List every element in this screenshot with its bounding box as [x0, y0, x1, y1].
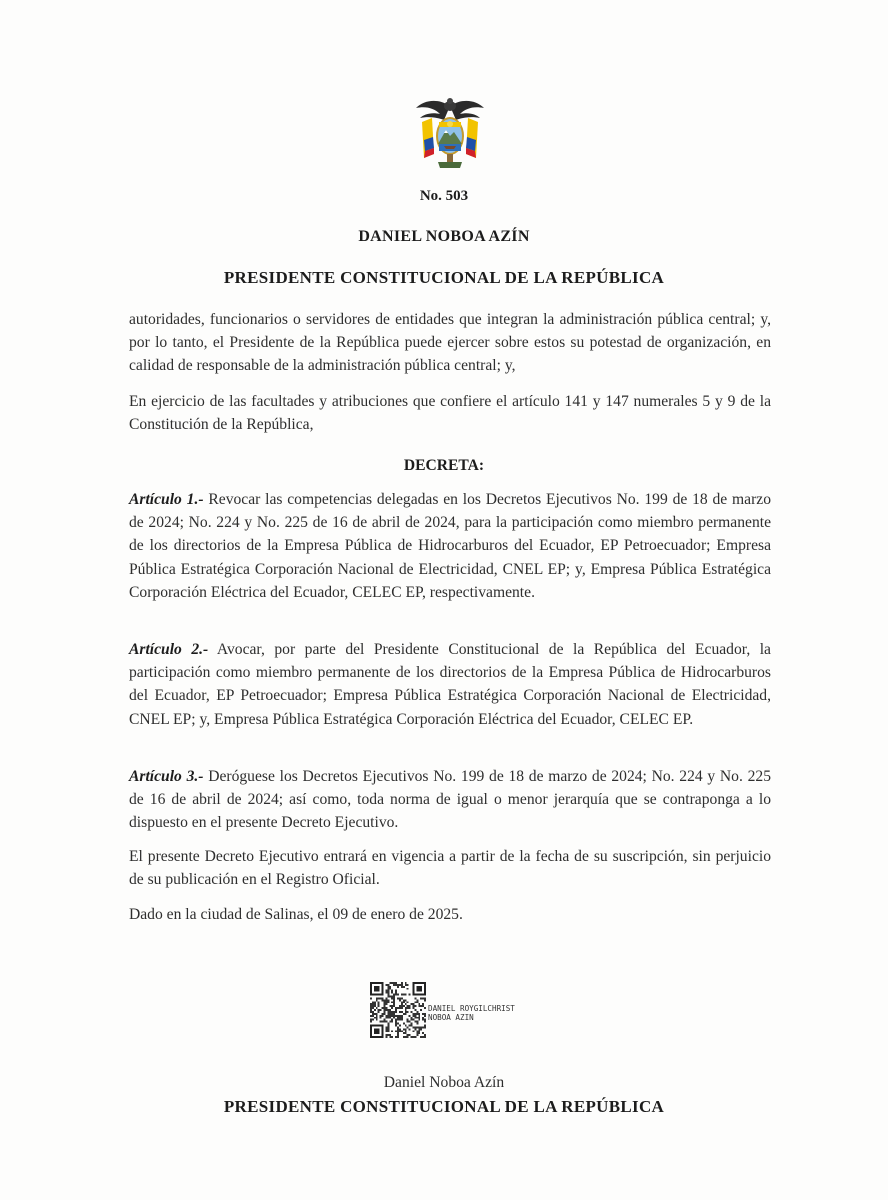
article-2-label: Artículo 2.-	[129, 641, 209, 658]
paragraph-considerando: autoridades, funcionarios o servidores de entidades que integran la administración pública central; y, por lo tanto, el Presidente de la República puede ejercer sobre estos su potestad de organización, en calidad de responsable de la administración pública central; y,	[129, 311, 771, 375]
paragraph-facultades: En ejercicio de las facultades y atribuciones que confiere el artículo 141 y 147 numerales 5 y 9 de la Constitución de la República,	[129, 393, 771, 434]
article-1-text: Revocar las competencias delegadas en los Decretos Ejecutivos No. 199 de 18 de marzo de 2024; No. 224 y No. 225 de 16 de abril de 2024, para la participación como miembro permanente de los directorios de la Empresa Pública de Hidrocarburos del Ecuador, EP Petroecuador; Empresa Pública Estratégica Corporación Nacional de Electricidad, CNEL EP; y, Empresa Pública Estratégica Corporación Eléctrica del Ecuador, CELEC EP, respectivamente.	[129, 491, 771, 601]
signer-title: PRESIDENTE CONSTITUCIONAL DE LA REPÚBLICA	[223, 1097, 665, 1116]
article-1-label: Artículo 1.-	[129, 491, 204, 508]
coat-of-arms-icon	[412, 92, 488, 170]
article-3-label: Artículo 3.-	[129, 768, 204, 785]
president-title-heading: PRESIDENTE CONSTITUCIONAL DE LA REPÚBLICA	[223, 268, 665, 287]
signer-name: Daniel Noboa Azín	[383, 1074, 505, 1091]
decree-number: No. 503	[419, 188, 469, 204]
digital-signature-line1: DANIEL ROYGILCHRIST	[428, 1004, 515, 1013]
article-2-text: Avocar, por parte del Presidente Constitucional de la República del Ecuador, la participación como miembro permanente de los directorios de la Empresa Pública de Hidrocarburos del Ecuador, EP Petroecuador; Empresa Pública Estratégica Corporación Nacional de Electricidad, CNEL EP; y, Empresa Pública Estratégica Corporación Eléctrica del Ecuador, CELEC EP.	[129, 641, 771, 728]
digital-signature-line2: NOBOA AZIN	[428, 1013, 474, 1022]
decreta-heading: DECRETA:	[403, 457, 485, 474]
article-1	[129, 488, 771, 604]
article-3-text: Deróguese los Decretos Ejecutivos No. 199 de 18 de marzo de 2024; No. 224 y No. 225 de 16 de abril de 2024; así como, toda norma de igual o menor jerarquía que se contraponga a lo dispuesto en el presente Decreto Ejecutivo.	[129, 768, 771, 832]
qr-code-icon	[370, 982, 426, 1038]
paragraph-dado-en: Dado en la ciudad de Salinas, el 09 de enero de 2025.	[129, 906, 463, 923]
article-2	[129, 638, 771, 731]
president-name-heading: DANIEL NOBOA AZÍN	[358, 228, 530, 245]
digital-signature	[370, 982, 560, 1044]
digital-signature-text	[428, 1004, 558, 1022]
article-3	[129, 765, 771, 835]
paragraph-vigencia: El presente Decreto Ejecutivo entrará en vigencia a partir de la fecha de su suscripción, sin perjuicio de su publicación en el Registro Oficial.	[129, 848, 771, 889]
